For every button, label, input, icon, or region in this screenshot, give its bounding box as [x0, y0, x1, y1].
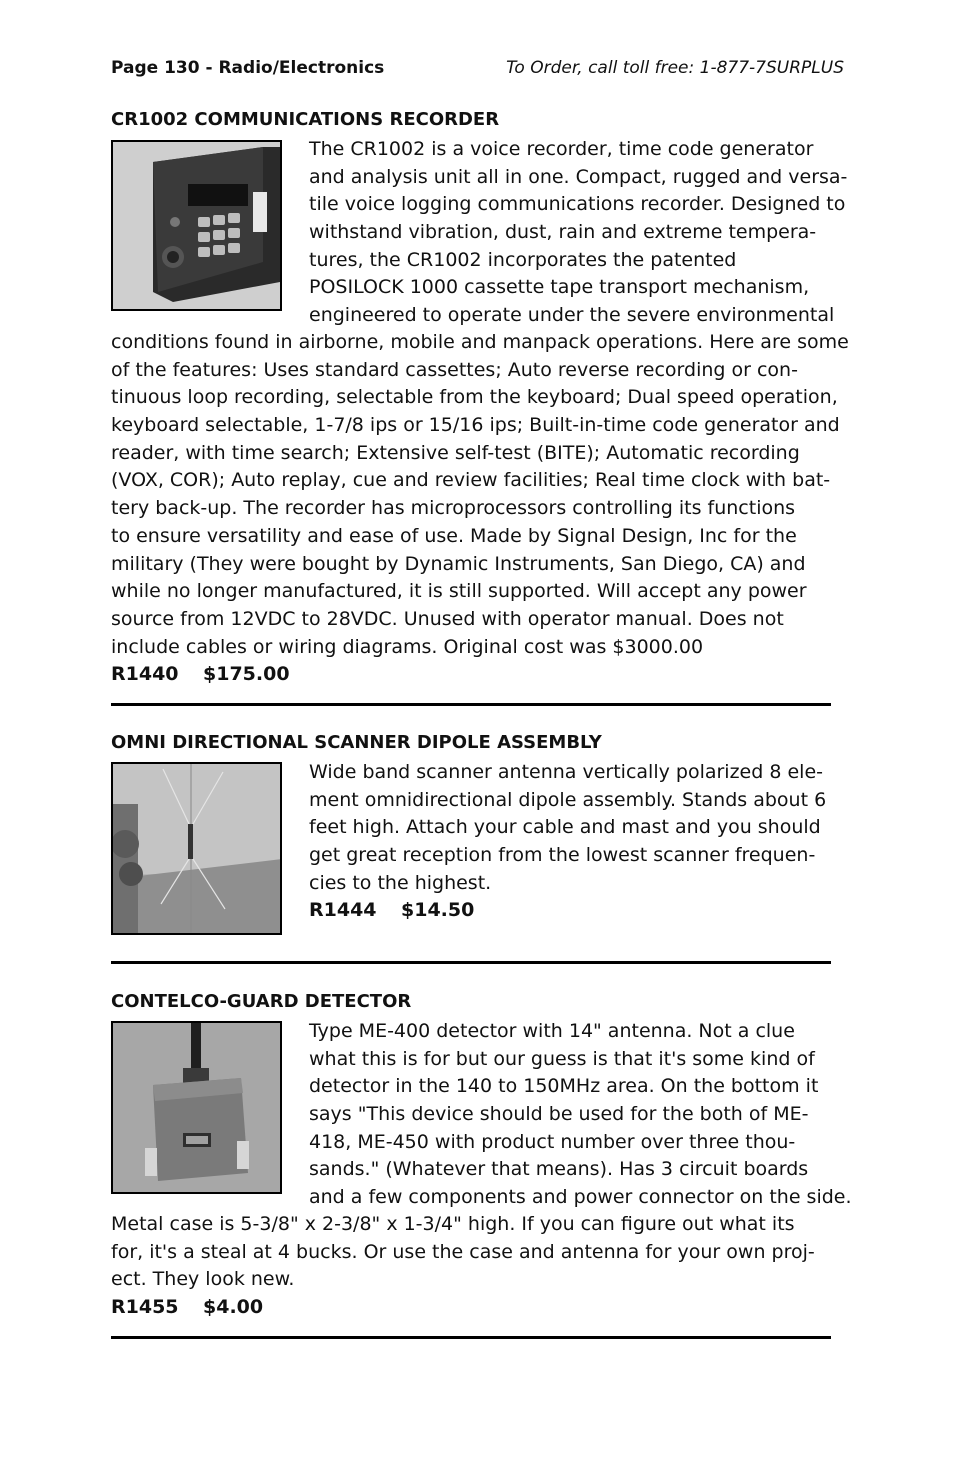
- product-title: OMNI DIRECTIONAL SCANNER DIPOLE ASSEMBLY: [111, 732, 602, 753]
- text-line: (VOX, COR); Auto replay, cue and review facilities; Real time clock with bat-: [111, 469, 831, 492]
- product-photo-antenna: [111, 762, 282, 935]
- text-line: ment omnidirectional dipole assembly. Stands about 6: [309, 788, 827, 811]
- product-price: $175.00: [203, 663, 290, 686]
- product-title: CR1002 COMMUNICATIONS RECORDER: [111, 109, 500, 130]
- text-line: while no longer manufactured, it is still supported. Will accept any power: [111, 580, 807, 603]
- text-line: for, it's a steal at 4 bucks. Or use the case and antenna for your own proj-: [111, 1240, 815, 1263]
- text-line: military (They were bought by Dynamic Instruments, San Diego, CA) and: [111, 552, 806, 575]
- product-description-wrap: [309, 136, 849, 330]
- page-section-label: Page 130 - Radio/Electronics: [111, 58, 385, 78]
- text-line: detector in the 140 to 150MHz area. On the bottom it: [309, 1075, 819, 1098]
- product-photo-detector: [111, 1021, 282, 1194]
- product-code: R1455: [111, 1296, 179, 1319]
- text-line: include cables or wiring diagrams. Original cost was $3000.00: [111, 635, 704, 658]
- text-line: tery back-up. The recorder has microprocessors controlling its functions: [111, 497, 796, 520]
- text-line: conditions found in airborne, mobile and manpack operations. Here are some: [111, 331, 849, 353]
- detector-illustration: [113, 1023, 282, 1192]
- text-line: and a few components and power connector on the side.: [309, 1186, 852, 1209]
- text-line: ect. They look new.: [111, 1268, 295, 1291]
- page-header: [111, 58, 844, 82]
- text-line: to ensure versatility and ease of use. Made by Signal Design, Inc for the: [111, 524, 797, 547]
- product-omni-dipole: [111, 731, 844, 922]
- product-code: R1440: [111, 663, 179, 686]
- antenna-illustration: [113, 764, 282, 933]
- product-contelco-detector: [111, 990, 852, 1319]
- section-divider: [111, 703, 831, 706]
- product-price-line: [111, 1294, 846, 1321]
- text-line: of the features: Uses standard cassettes; Auto reverse recording or con-: [111, 358, 798, 381]
- text-line: sands." (Whatever that means). Has 3 circuit boards: [309, 1158, 809, 1181]
- text-line: get great reception from the lowest scanner frequen-: [309, 844, 816, 867]
- recorder-illustration: [113, 142, 280, 309]
- text-line: engineered to operate under the severe environmental: [309, 304, 835, 327]
- text-line: reader, with time search; Extensive self-test (BITE); Automatic recording: [111, 441, 800, 464]
- text-line: withstand vibration, dust, rain and extreme tempera-: [309, 221, 817, 244]
- text-line: what this is for but our guess is that it's some kind of: [309, 1047, 815, 1070]
- product-description-wrap: [309, 759, 849, 924]
- text-line: cies to the highest.: [309, 871, 492, 894]
- text-line: Type ME-400 detector with 14" antenna. Not a clue: [309, 1020, 795, 1042]
- product-price-line: [309, 897, 849, 924]
- text-line: Wide band scanner antenna vertically polarized 8 ele-: [309, 761, 823, 783]
- text-line: keyboard selectable, 1-7/8 ips or 15/16 ips; Built-in-time code generator and: [111, 414, 840, 437]
- product-code: R1444: [309, 899, 377, 922]
- product-description-wrap: [309, 1018, 852, 1212]
- product-cr1002: [111, 108, 849, 686]
- order-phone-note: To Order, call toll free: 1-877-7SURPLUS: [506, 58, 844, 78]
- text-line: tile voice logging communications recorder. Designed to: [309, 193, 846, 216]
- text-line: feet high. Attach your cable and mast and you should: [309, 816, 821, 839]
- text-line: tinuous loop recording, selectable from the keyboard; Dual speed operation,: [111, 386, 838, 409]
- section-divider: [111, 1336, 831, 1339]
- product-description-full: [111, 329, 849, 688]
- text-line: The CR1002 is a voice recorder, time code generator: [309, 138, 814, 160]
- product-price: $14.50: [401, 899, 475, 922]
- text-line: 418, ME-450 with product number over three thou-: [309, 1130, 796, 1153]
- product-price: $4.00: [203, 1296, 264, 1319]
- text-line: POSILOCK 1000 cassette tape transport mechanism,: [309, 276, 810, 299]
- text-line: source from 12VDC to 28VDC. Unused with operator manual. Does not: [111, 607, 784, 630]
- product-price-line: [111, 661, 846, 688]
- text-line: says "This device should be used for the both of ME-: [309, 1103, 809, 1126]
- text-line: Metal case is 5-3/8" x 2-3/8" x 1-3/4" high. If you can figure out what its: [111, 1213, 795, 1235]
- product-title: CONTELCO-GUARD DETECTOR: [111, 991, 412, 1012]
- text-line: and analysis unit all in one. Compact, rugged and versa-: [309, 165, 848, 188]
- product-photo-recorder: [111, 140, 282, 311]
- text-line: tures, the CR1002 incorporates the patented: [309, 248, 737, 271]
- product-description-full: [111, 1211, 846, 1321]
- section-divider: [111, 961, 831, 964]
